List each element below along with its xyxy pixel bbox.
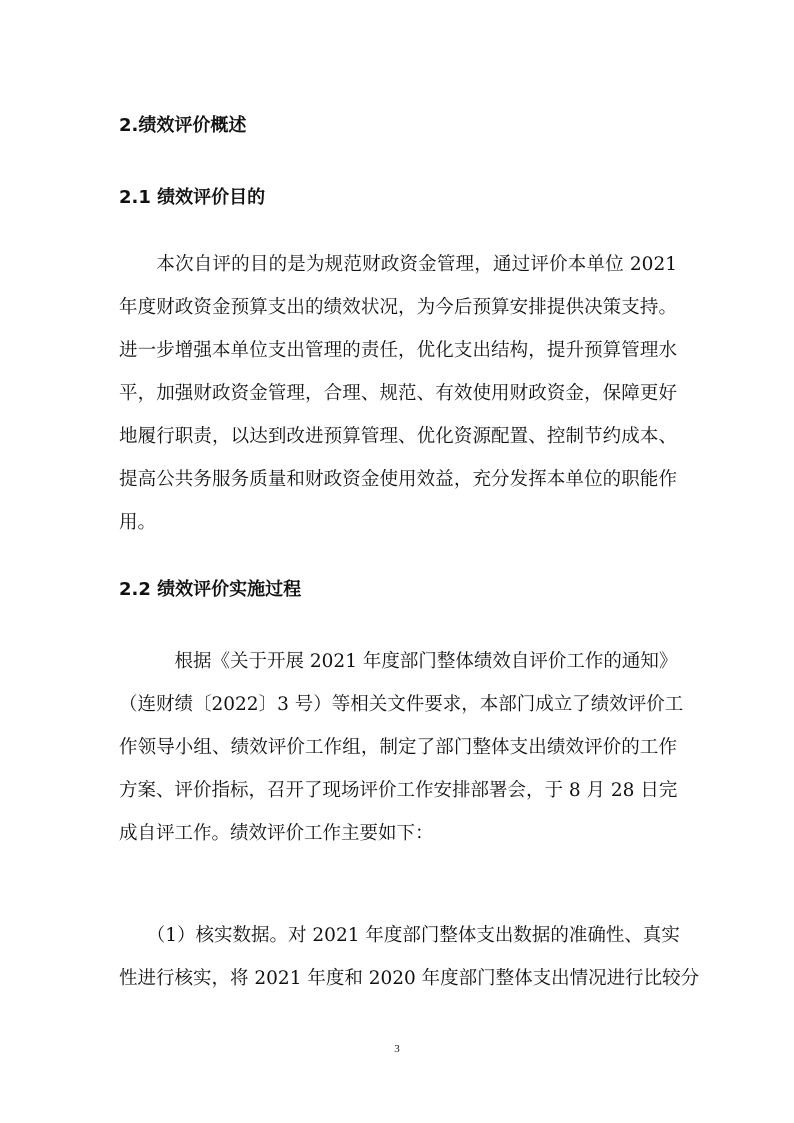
step1-paragraph — [119, 914, 700, 1000]
paragraph-line: 成自评工作。绩效评价工作主要如下： — [119, 823, 434, 844]
paragraph-line: 本次自评的目的是为规范财政资金管理，通过评价本单位 2021 — [119, 254, 677, 275]
section-heading-2-1: 2.1 绩效评价目的 — [119, 187, 266, 208]
paragraph-line: 年度财政资金预算支出的绩效状况，为今后预算安排提供决策支持。 — [119, 297, 677, 318]
paragraph-line: 进一步增强本单位支出管理的责任，优化支出结构，提升预算管理水 — [119, 340, 677, 361]
paragraph-line: 根据《关于开展 2021 年度部门整体绩效自评价工作的通知》 — [119, 651, 678, 672]
paragraph-line: （连财绩〔2022〕3 号）等相关文件要求，本部门成立了绩效评价工 — [119, 694, 684, 715]
page-number: 3 — [394, 1043, 400, 1055]
paragraph-line: 性进行核实，将 2021 年度和 2020 年度部门整体支出情况进行比较分 — [119, 968, 700, 989]
paragraph-line: 方案、评价指标，召开了现场评价工作安排部署会，于 8 月 28 日完 — [119, 780, 678, 801]
purpose-paragraph — [119, 243, 677, 544]
process-paragraph — [119, 640, 684, 855]
section-heading-2-2: 2.2 绩效评价实施过程 — [119, 579, 302, 600]
paragraph-line: 用。 — [119, 512, 157, 533]
paragraph-line: （1）核实数据。对 2021 年度部门整体支出数据的准确性、真实 — [119, 925, 680, 946]
paragraph-line: 提高公共务服务质量和财政资金使用效益，充分发挥本单位的职能作 — [119, 469, 677, 490]
section-heading-2: 2.绩效评价概述 — [119, 115, 247, 136]
paragraph-line: 平，加强财政资金管理，合理、规范、有效使用财政资金，保障更好 — [119, 383, 677, 404]
paragraph-line: 地履行职责，以达到改进预算管理、优化资源配置、控制节约成本、 — [119, 426, 677, 447]
paragraph-line: 作领导小组、绩效评价工作组，制定了部门整体支出绩效评价的工作 — [119, 737, 677, 758]
